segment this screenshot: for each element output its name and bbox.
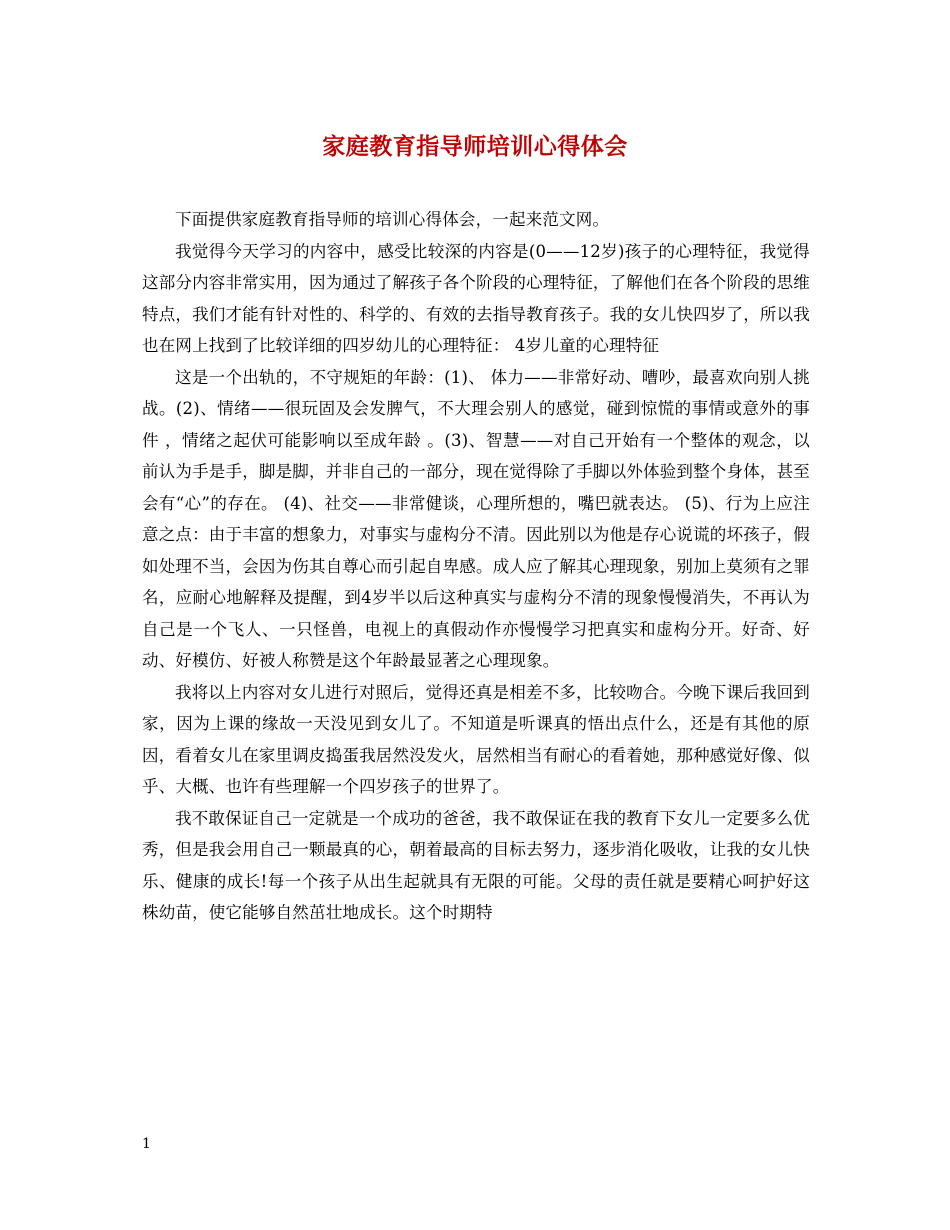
document-body	[142, 204, 810, 929]
paragraph-comparison: 我将以上内容对女儿进行对照后，觉得还真是相差不多，比较吻合。今晚下课后我回到家，因为上课的缘故一天没见到女儿了。不知道是听课真的悟出点什么，还是有其他的原因，看着女儿在家里调皮捣蛋我居然没发火，居然相当有耐心的看着她，那种感觉好像、似乎、大概、也许有些理解一个四岁孩子的世界了。	[142, 682, 810, 796]
document-title: 家庭教育指导师培训心得体会	[322, 133, 628, 160]
paragraph-age-four-traits: 这是一个出轨的，不守规矩的年龄：(1)、 体力——非常好动、嘈吵，最喜欢向别人挑战。(2)、情绪——很玩固及会发脾气，不大理会别人的感觉，碰到惊慌的事情或意外的事件 ，情绪之起伏可能影响以至成年龄 。(3)、智慧——对自己开始有一个整体的观念，以前认为手是手，脚是脚，并非自己的一部分，现在觉得除了手脚以外体验到整个身体，甚至会有“心”的存在。 (4)、社交——非常健谈，心理所想的，嘴巴就表达。 (5)、行为上应注意之点：由于丰富的想象力，对事实与虚构分不清。因此别以为他是存心说谎的坏孩子，假如处理不当，会因为伤其自尊心而引起自卑感。成人应了解其心理现象，别加上莫须有之罪名，应耐心地解释及提醒，到4岁半以后这种真实与虚构分不清的现象慢慢消失，不再认为自己是一个飞人、一只怪兽，电视上的真假动作亦慢慢学习把真实和虚构分开。好奇、好动、好模仿、好被人称赞是这个年龄最显著之心理现象。	[142, 367, 810, 670]
page-number: 1	[142, 1136, 151, 1152]
paragraph-commitment: 我不敢保证自己一定就是一个成功的爸爸，我不敢保证在我的教育下女儿一定要多么优秀，但是我会用自己一颗最真的心，朝着最高的目标去努力，逐步消化吸收，让我的女儿快乐、健康的成长!每一个孩子从出生起就具有无限的可能。父母的责任就是要精心呵护好这株幼苗，使它能够自然茁壮地成长。这个时期特	[142, 808, 810, 922]
paragraph-learning-content: 我觉得今天学习的内容中，感受比较深的内容是(0——12岁)孩子的心理特征，我觉得这部分内容非常实用，因为通过了解孩子各个阶段的心理特征，了解他们在各个阶段的思维特点，我们才能有针对性的、科学的、有效的去指导教育孩子。我的女儿快四岁了，所以我也在网上找到了比较详细的四岁幼儿的心理特征： 4岁儿童的心理特征	[142, 241, 810, 355]
paragraph-intro: 下面提供家庭教育指导师的培训心得体会，一起来范文网。	[175, 210, 610, 229]
